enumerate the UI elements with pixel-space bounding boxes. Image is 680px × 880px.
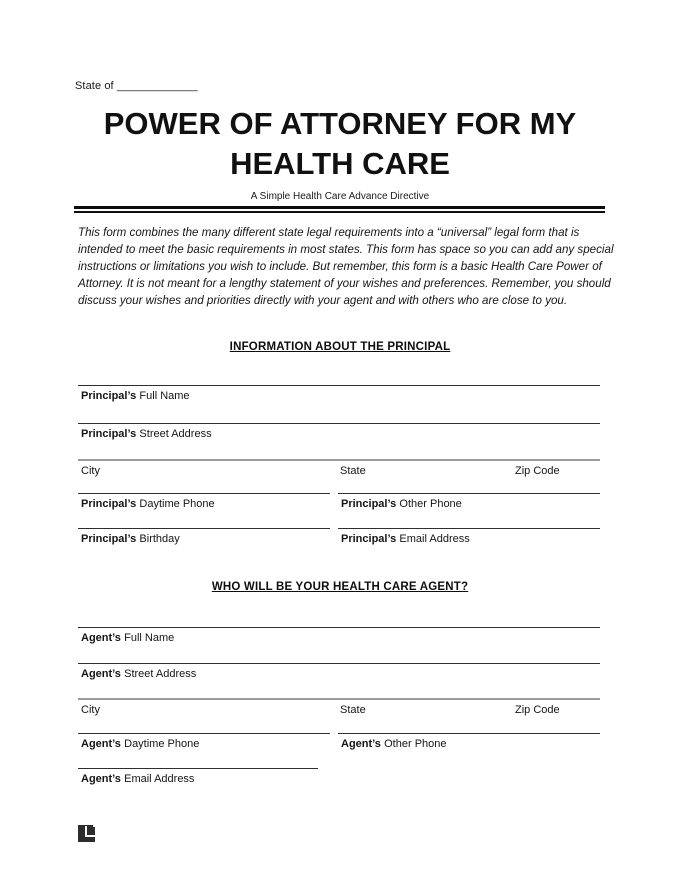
- zip-code-label: Zip Code: [515, 465, 560, 477]
- field-owner: Principal’s: [81, 390, 137, 402]
- principal-other-phone-label: [338, 494, 600, 510]
- agent-other-phone-label: [338, 734, 600, 750]
- principal-full-name-label: [78, 386, 600, 402]
- agent-phones-row: [78, 733, 600, 757]
- principal-phones-row: [78, 493, 600, 517]
- principal-street-address-field[interactable]: [78, 423, 600, 440]
- principal-full-name-field[interactable]: [78, 385, 600, 402]
- agent-full-name-field[interactable]: [78, 627, 600, 644]
- agent-email-label: [78, 769, 318, 785]
- zip-code-label: Zip Code: [515, 704, 560, 716]
- agent-daytime-phone-label: [78, 734, 330, 750]
- field-label: Daytime Phone: [139, 498, 215, 510]
- intro-line: intended to meet the basic requirements in most states. This form has space so you can add any special: [78, 243, 614, 256]
- state-label: State: [340, 704, 366, 716]
- agent-full-name-label: [78, 628, 600, 644]
- field-label: Other Phone: [399, 498, 462, 510]
- principal-street-address-label: [78, 424, 600, 440]
- principal-daytime-phone-field[interactable]: [78, 493, 330, 510]
- intro-line: This form combines the many different state legal requirements into a “universal” legal form that is: [78, 226, 580, 239]
- field-owner: Agent’s: [81, 668, 121, 680]
- field-label: Other Phone: [384, 738, 447, 750]
- field-label: Street Address: [139, 428, 212, 440]
- agent-email-field[interactable]: [78, 768, 318, 785]
- legal-templates-logo-icon: [78, 825, 95, 842]
- field-owner: Principal’s: [81, 533, 137, 545]
- city-label: City: [81, 704, 100, 716]
- field-owner: Agent’s: [341, 738, 381, 750]
- agent-street-address-label: [78, 664, 600, 680]
- field-label: Birthday: [139, 533, 180, 545]
- field-owner: Agent’s: [81, 738, 121, 750]
- principal-birthday-email-row: [78, 528, 600, 552]
- field-owner: Agent’s: [81, 632, 121, 644]
- principal-other-phone-field[interactable]: [338, 493, 600, 510]
- field-owner: Principal’s: [81, 498, 137, 510]
- field-label: Street Address: [124, 668, 197, 680]
- state-label: State: [340, 465, 366, 477]
- field-owner: Agent’s: [81, 773, 121, 785]
- agent-city-state-zip-field[interactable]: [78, 698, 600, 722]
- header-divider-rule: [74, 206, 605, 213]
- field-label: Daytime Phone: [124, 738, 200, 750]
- agent-other-phone-field[interactable]: [338, 733, 600, 750]
- logo-corner-notch: [93, 825, 95, 827]
- intro-line: discuss your wishes and priorities directly with your agent and with others who are close to you.: [78, 294, 568, 307]
- logo-l-horizontal: [85, 835, 96, 837]
- city-label: City: [81, 465, 100, 477]
- field-label: Full Name: [124, 632, 175, 644]
- state-of-blank-field[interactable]: State of _____________: [75, 80, 198, 92]
- principal-email-label: [338, 529, 600, 545]
- title-line-2: HEALTH CARE: [230, 146, 450, 181]
- field-owner: Principal’s: [81, 428, 137, 440]
- principal-daytime-phone-label: [78, 494, 330, 510]
- document-subtitle: A Simple Health Care Advance Directive: [250, 191, 430, 202]
- agent-section-heading: WHO WILL BE YOUR HEALTH CARE AGENT?: [211, 581, 469, 593]
- field-label: Email Address: [124, 773, 195, 785]
- title-line-1: POWER OF ATTORNEY FOR MY: [103, 106, 577, 141]
- field-label: Email Address: [399, 533, 470, 545]
- principal-section-heading: INFORMATION ABOUT THE PRINCIPAL: [229, 341, 451, 353]
- principal-city-state-zip-field[interactable]: [78, 459, 600, 483]
- agent-street-address-field[interactable]: [78, 663, 600, 680]
- field-owner: Principal’s: [341, 498, 397, 510]
- intro-line: Attorney. It is not meant for a lengthy statement of your wishes and preferences. Remember, you should: [78, 277, 611, 290]
- intro-line: instructions or limitations you wish to include. But remember, this form is a basic Health Care Power of: [78, 260, 602, 273]
- principal-birthday-label: [78, 529, 330, 545]
- field-owner: Principal’s: [341, 533, 397, 545]
- agent-daytime-phone-field[interactable]: [78, 733, 330, 750]
- field-label: Full Name: [139, 390, 190, 402]
- principal-birthday-field[interactable]: [78, 528, 330, 545]
- document-title: [0, 104, 680, 184]
- intro-paragraph: [78, 224, 618, 309]
- principal-email-field[interactable]: [338, 528, 600, 545]
